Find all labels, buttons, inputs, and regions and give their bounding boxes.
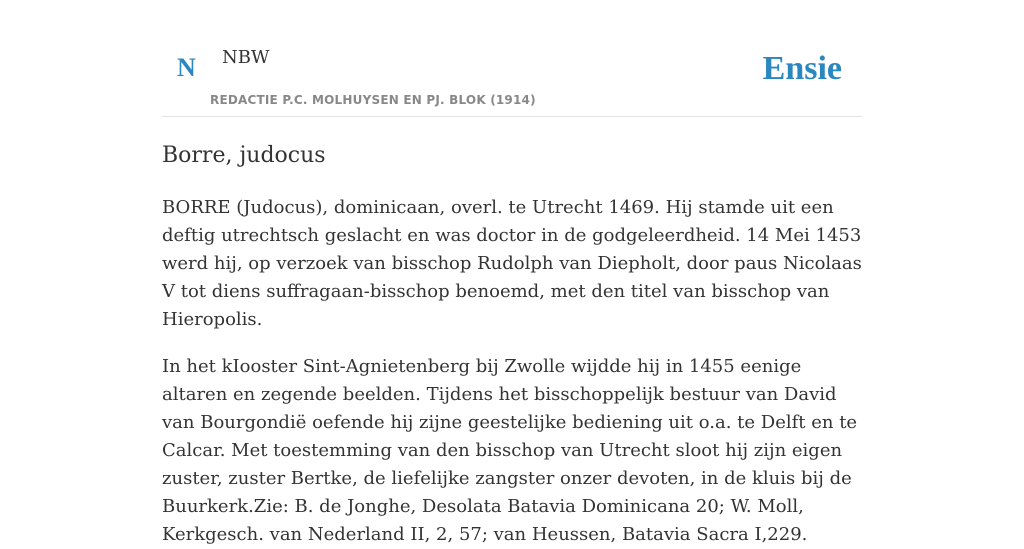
- article-body: [162, 194, 862, 549]
- source-name[interactable]: NBW: [222, 47, 270, 68]
- header: [162, 0, 862, 117]
- page: [162, 0, 862, 549]
- brand-logo[interactable]: Ensie: [762, 50, 842, 87]
- source-logo[interactable]: N: [177, 53, 196, 82]
- article-paragraph: BORRE (Judocus), dominicaan, overl. te Utrecht 1469. Hij stamde uit een deftig utrechtsch geslacht en was doctor in de godgeleerdheid. 14 Mei 1453 werd hij, op verzoek van bisschop Rudolph van Diepholt, door paus Nicolaas V tot diens suffragaan-bisschop benoemd, met den titel van bisschop van Hieropolis.: [162, 197, 862, 330]
- source-subtitle: REDACTIE P.C. MOLHUYSEN EN PJ. BLOK (1914): [210, 93, 536, 107]
- article-title: Borre, judocus: [162, 143, 326, 168]
- article-paragraph: In het kIooster Sint-Agnietenberg bij Zwolle wijdde hij in 1455 eenige altaren en zegende beelden. Tijdens het bisschoppelijk bestuur van David van Bourgondië oefende hij zijne geestelijke bediening uit o.a. te Delft en te Calcar. Met toestemming van den bisschop van Utrecht sloot hij zijn eigen zuster, zuster Bertke, de liefelijke zangster onzer devoten, in de kluis bij de Buurkerk.Zie: B. de Jonghe, Desolata Batavia Dominicana 20; W. Moll, Kerkgesch. van Nederland II, 2, 57; van Heussen, Batavia Sacra I,229.: [162, 356, 858, 545]
